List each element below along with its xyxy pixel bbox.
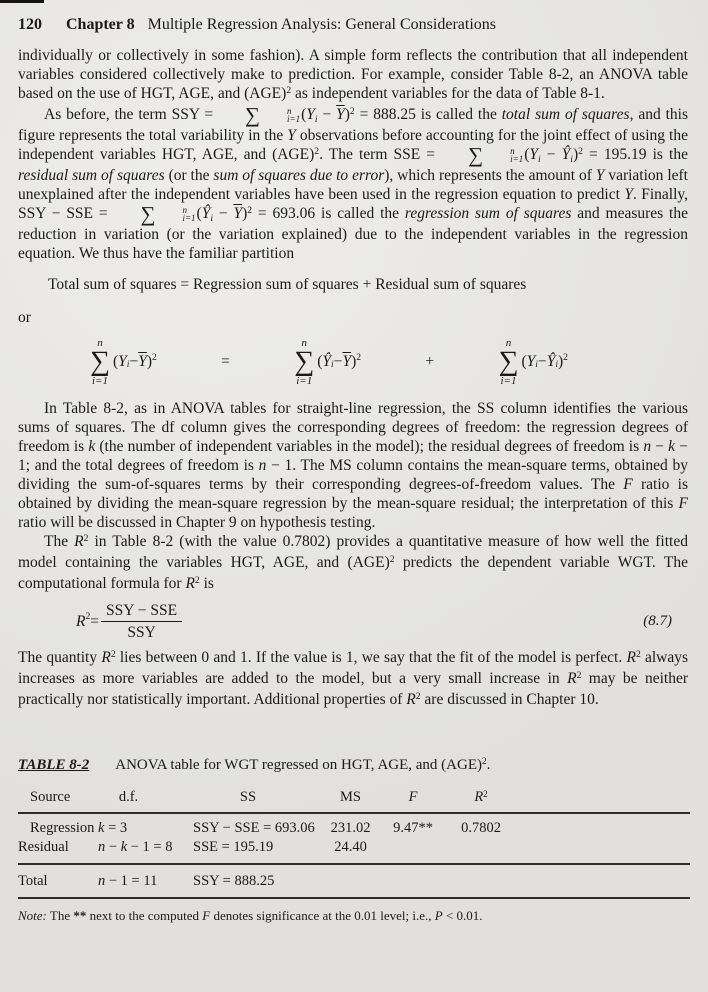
partition-identity: Total sum of squares = Regression sum of squares + Residual sum of squares — [48, 276, 527, 293]
r-squared-formula: R 2 = $\frac{\text{SSY − SSE}}{\text{SSY}}$ — [76, 601, 184, 642]
table-cell: SSY = 888.25 — [193, 873, 275, 889]
table-cell: SSY − SSE = 693.06 — [193, 820, 315, 836]
table-cell-filler — [514, 814, 690, 838]
table-cell: 231.02 — [330, 820, 371, 836]
or-connector: or — [18, 309, 31, 326]
table-caption — [18, 757, 688, 774]
page-number: 120 — [18, 16, 42, 33]
column-header-ss: SS — [239, 789, 257, 805]
table-note: Note: The ** next to the computed F denotes significance at the 0.01 level; i.e., P < 0.01. — [18, 908, 483, 923]
table-8-2 — [18, 757, 688, 924]
anova-table — [18, 780, 690, 899]
sum-of-squares-equation — [18, 327, 688, 393]
page-header — [18, 16, 688, 34]
table-cell: Residual — [18, 839, 69, 855]
table-cell: Total — [18, 873, 48, 889]
equals-sign: = — [221, 353, 230, 370]
scan-artifact — [0, 0, 44, 3]
table-cell — [323, 865, 378, 897]
table-caption-title: ANOVA table for WGT regressed on HGT, AGE, and (AGE)$^2$. — [115, 757, 491, 773]
chapter-title: Multiple Regression Analysis: General Considerations — [147, 16, 496, 33]
paragraph-intro: individually or collectively in some fashion). A simple form reflects the contribution that all independent variables considered collectively make to prediction. For example, consider Table 8-2, an ANOVA table based on the use of HGT, AGE, and (AGE)$^2$ as independent variables for the data of Table 8-1. — [18, 47, 688, 102]
textbook-page — [18, 16, 688, 924]
table-cell: n − 1 = 11 — [98, 873, 158, 889]
table-cell-filler — [514, 838, 690, 863]
table-cell — [448, 865, 514, 897]
table-cell: Regression — [30, 820, 95, 836]
table-rule — [18, 897, 690, 899]
equation-number: (8.7) — [643, 613, 672, 629]
residual-ss-term: n ∑ i=1 ( Y i − Ŷ i ) 2 — [498, 337, 568, 387]
plus-sign: + — [425, 353, 435, 370]
paragraph-anova-columns: In Table 8-2, as in ANOVA tables for straight-line regression, the SS column identifies the various sums of squares. The df column gives the corresponding degrees of freedom: the regression degrees of freedom is k (the number of independent variables in the model); the residual degrees of freedom is n − k − 1; and the total degrees of freedom is n − 1. The MS column contains the mean-square terms, obtained by dividing the sum-of-squares terms by their corresponding degrees-of-freedom values. The F ratio is obtained by dividing the mean-square regression by the mean-square residual; the interpretation of this F ratio will be discussed in Chapter 9 on hypothesis testing. — [18, 400, 688, 531]
column-header-source: Source — [30, 789, 71, 805]
column-header-df: d.f. — [118, 789, 139, 805]
table-cell: k = 3 — [98, 820, 128, 836]
table-cell-filler — [514, 780, 690, 812]
table-cell — [448, 838, 514, 863]
table-cell: n − k − 1 = 8 — [98, 839, 173, 855]
equation-8-7 — [18, 595, 688, 648]
table-cell-filler — [514, 865, 690, 897]
total-ss-term: n ∑ i=1 ( Y i − $\overline{Y}$ ) 2 — [90, 337, 157, 387]
table-cell — [378, 838, 448, 863]
column-header-r2: $R^2$ — [474, 788, 488, 805]
column-header-f: F — [408, 789, 418, 805]
table-cell — [378, 865, 448, 897]
paragraph-r-squared-properties: The quantity $R^2$ lies between 0 and 1. If the value is 1, we say that the fit of the model is perfect. $R^2$ always increases as more variables are added to the model, but a very small increase in $R^2$ may be neither practically nor statistically important. Additional properties of $R^2$ are discussed in Chapter 10. — [18, 649, 688, 708]
table-caption-label: TABLE 8-2 — [18, 757, 90, 773]
table-cell: 0.7802 — [461, 820, 501, 836]
table-cell: 24.40 — [334, 839, 367, 855]
column-header-ms: MS — [340, 789, 361, 805]
paragraph-sums-of-squares: As before, the term SSY = ∑ n i=1 $(Yi - \overline{Y})^2 = 888.25$ is called the total sum of squares, and this figure represents the total variability in the Y observations before accounting for the joint effect of using the independent variables HGT, AGE, and (AGE)$^2$. The term SSE = ∑ n i=1 (Yi − Ŷi)$^2$ = 195.19 is the residual sum of squares (or the sum of squares due to error), which represents the amount of Y variation left unexplained after the independent variables have been used in the regression equation to predict Y. Finally, SSY − SSE = ∑ n i=1 (Ŷi − $\overline{Y})^2 = 693.06$ is called the regression sum of squares and measures the reduction in variation (or the variation explained) due to the independent variables in the regression equation. We thus have the familiar partition — [18, 103, 689, 262]
paragraph-r-squared-intro: The $R^2$ in Table 8-2 (with the value 0.7802) provides a quantitative measure of how well the fitted model containing the variables HGT, AGE, and (AGE)$^2$ predicts the dependent variable WGT. The computational formula for $R^2$ is — [18, 533, 688, 592]
regression-ss-term: n ∑ i=1 ( Ŷ i − $\overline{Y}$ ) 2 — [294, 337, 362, 387]
chapter-label: Chapter 8 — [66, 16, 135, 33]
table-cell: SSE = 195.19 — [193, 839, 274, 855]
table-cell: 9.47** — [393, 820, 433, 836]
